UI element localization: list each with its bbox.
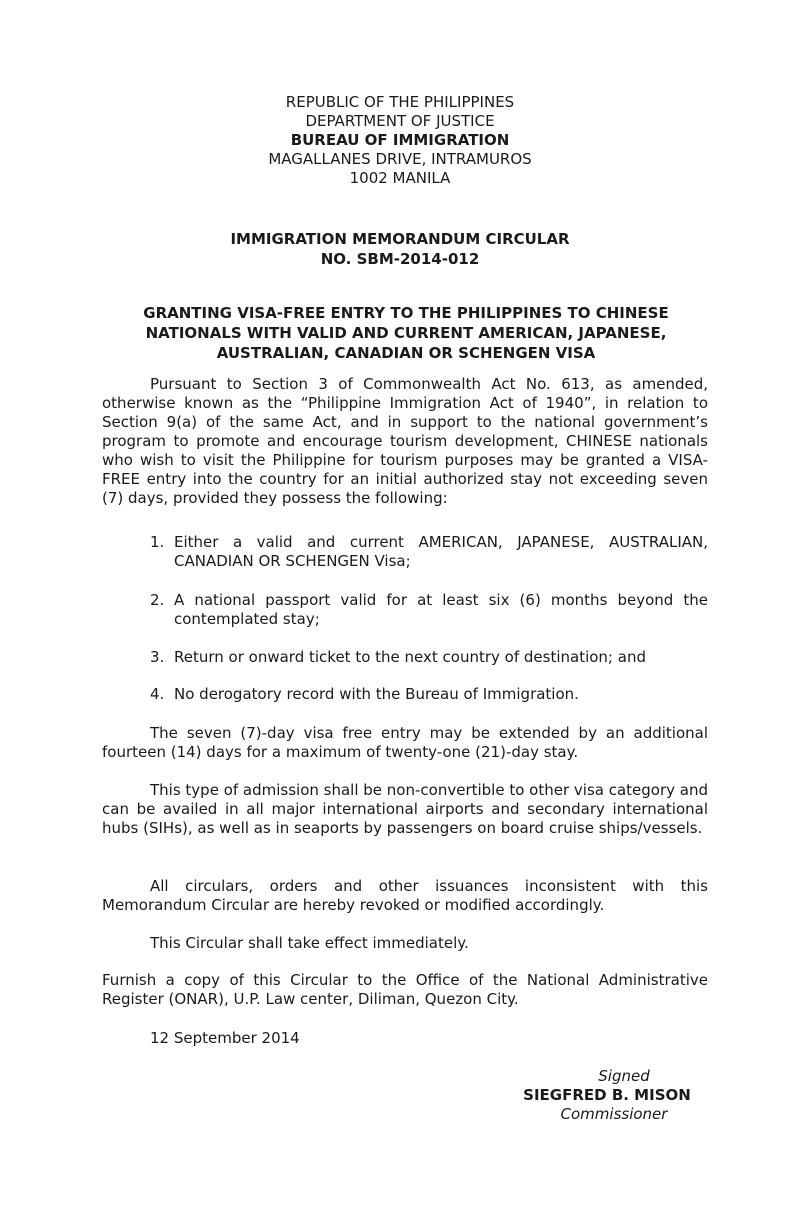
subject-heading xyxy=(100,303,712,363)
signatory-name: SIEGFRED B. MISON xyxy=(523,1086,691,1104)
circular-title: IMMIGRATION MEMORANDUM CIRCULAR xyxy=(230,230,570,248)
subject-line: AUSTRALIAN, CANADIAN OR SCHENGEN VISA xyxy=(216,344,596,362)
extension-paragraph: The seven (7)-day visa free entry may be extended by an additional fourteen (14) days for a maximum of twenty-one (21)-day stay. xyxy=(102,724,708,761)
subject-line: GRANTING VISA-FREE ENTRY TO THE PHILIPPINES TO CHINESE xyxy=(143,304,669,322)
signature-block xyxy=(507,1067,707,1124)
date-line: 12 September 2014 xyxy=(150,1029,300,1047)
letterhead-address: MAGALLANES DRIVE, INTRAMUROS xyxy=(268,150,532,168)
list-item xyxy=(150,685,708,704)
subject-line: NATIONALS WITH VALID AND CURRENT AMERICAN, JAPANESE, xyxy=(145,324,667,342)
letterhead-department: DEPARTMENT OF JUSTICE xyxy=(305,112,495,130)
list-item xyxy=(150,648,708,667)
list-item-text: Return or onward ticket to the next country of destination; and xyxy=(174,648,646,666)
circular-heading xyxy=(0,229,800,269)
list-item-number: 4. xyxy=(150,685,165,703)
list-item-number: 2. xyxy=(150,591,165,609)
letterhead-city: 1002 MANILA xyxy=(349,169,451,187)
letterhead xyxy=(0,93,800,188)
revocation-paragraph: All circulars, orders and other issuances inconsistent with this Memorandum Circular are hereby revoked or modified accordingly. xyxy=(102,877,708,914)
signatory-title: Commissioner xyxy=(560,1105,668,1123)
list-item xyxy=(150,591,708,629)
requirements-list xyxy=(150,533,708,571)
list-item-text: A national passport valid for at least six (6) months beyond the contemplated stay; xyxy=(174,591,708,628)
list-item-number: 3. xyxy=(150,648,165,666)
requirements-list xyxy=(150,591,708,629)
list-item-number: 1. xyxy=(150,533,165,551)
admission-paragraph: This type of admission shall be non-convertible to other visa category and can be availed in all major international airports and secondary international hubs (SIHs), as well as in seaports by passengers on board cruise ships/vessels. xyxy=(102,781,708,837)
letterhead-republic: REPUBLIC OF THE PHILIPPINES xyxy=(285,93,515,111)
effectivity-paragraph: This Circular shall take effect immediately. xyxy=(150,934,469,952)
circular-number: NO. SBM-2014-012 xyxy=(320,250,480,268)
list-item xyxy=(150,533,708,571)
requirements-list xyxy=(150,685,708,704)
letterhead-bureau: BUREAU OF IMMIGRATION xyxy=(290,131,510,149)
requirements-list xyxy=(150,648,708,667)
furnish-paragraph: Furnish a copy of this Circular to the Office of the National Administrative Register (ONAR), U.P. Law center, Diliman, Quezon City. xyxy=(102,971,708,1008)
signed-note: Signed xyxy=(598,1067,650,1085)
list-item-text: Either a valid and current AMERICAN, JAPANESE, AUSTRALIAN, CANADIAN OR SCHENGEN Visa; xyxy=(174,533,708,570)
intro-paragraph: Pursuant to Section 3 of Commonwealth Act No. 613, as amended, otherwise known as the “Philippine Immigration Act of 1940”, in relation to Section 9(a) of the same Act, and in support to the national government’s program to promote and encourage tourism development, CHINESE nationals who wish to visit the Philippine for tourism purposes may be granted a VISA-FREE entry into the country for an initial authorized stay not exceeding seven (7) days, provided they possess the following: xyxy=(102,375,708,507)
list-item-text: No derogatory record with the Bureau of Immigration. xyxy=(174,685,579,703)
